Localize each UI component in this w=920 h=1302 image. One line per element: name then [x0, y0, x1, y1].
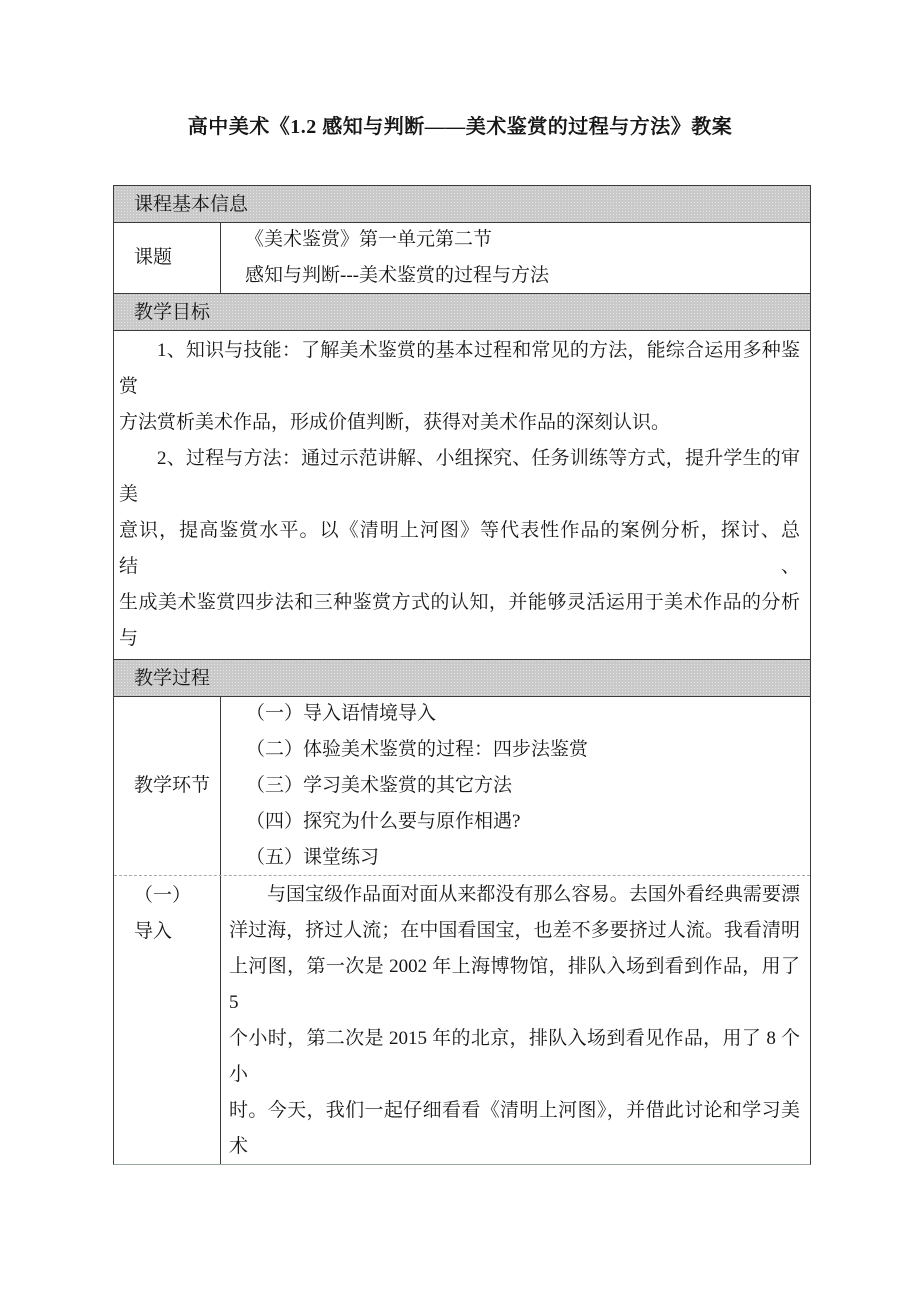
teaching-steps-label: 教学环节: [134, 775, 211, 796]
intro-label-cell: [114, 876, 221, 1164]
section-header-goals-label: 教学目标: [134, 301, 211, 323]
section-header-course-info-label: 课程基本信息: [134, 193, 249, 215]
text-line: 个小时，第二次是 2015 年的北京，排队入场到看见作品，用了 8 个小: [229, 1028, 800, 1085]
intro-content-cell: [221, 876, 810, 1164]
row-teaching-steps: [114, 697, 810, 876]
row-goals-body: [114, 331, 810, 660]
teaching-step-item: （一）导入语情境导入: [246, 703, 437, 724]
section-header-process-label: 教学过程: [134, 667, 211, 689]
text-line: 生成美术鉴赏四步法和三种鉴赏方式的认知，并能够灵活运用于美术作品的分析与: [119, 592, 800, 649]
text-line: 意识，提高鉴赏水平。以《清明上河图》等代表性作品的案例分析，探讨、总结、: [119, 520, 800, 577]
section-header-course-info: [114, 186, 810, 223]
text-line: 2、过程与方法：通过示范讲解、小组探究、任务训练等方式，提升学生的审美: [119, 448, 800, 505]
teaching-step-item: （二）体验美术鉴赏的过程：四步法鉴赏: [246, 739, 589, 760]
row-topic: [114, 223, 810, 294]
teaching-step-item: （五）课堂练习: [246, 847, 380, 868]
topic-content-cell: [221, 223, 810, 293]
topic-label-cell: [114, 223, 221, 293]
intro-label-line: 导入: [134, 921, 173, 942]
topic-label: 课题: [134, 247, 173, 268]
lesson-plan-table: [113, 185, 811, 1165]
text-line: 1、知识与技能：了解美术鉴赏的基本过程和常见的方法，能综合运用多种鉴赏: [119, 340, 800, 397]
text-line: 时。今天，我们一起仔细看看《清明上河图》，并借此讨论和学习美术: [229, 1100, 800, 1157]
goals-content-cell: [114, 331, 810, 659]
row-intro-section: [114, 876, 810, 1164]
page-title: 高中美术《1.2 感知与判断——美术鉴赏的过程与方法》教案: [187, 116, 733, 138]
section-header-process: [114, 660, 810, 697]
intro-label-line: （一）: [134, 885, 192, 906]
text-line: 方法赏析美术作品，形成价值判断，获得对美术作品的深刻认识。: [119, 412, 671, 433]
topic-line: 感知与判断---美术鉴赏的过程与方法: [245, 265, 549, 286]
text-line: 洋过海，挤过人流；在中国看国宝，也差不多要挤过人流。我看清明: [229, 920, 800, 941]
teaching-steps-label-cell: [114, 697, 221, 875]
topic-line: 《美术鉴赏》第一单元第二节: [245, 229, 493, 250]
teaching-step-item: （四）探究为什么要与原作相遇?: [246, 811, 521, 832]
text-line: 与国宝级作品面对面从来都没有那么容易。去国外看经典需要漂: [267, 884, 800, 905]
teaching-step-item: （三）学习美术鉴赏的其它方法: [246, 775, 513, 796]
text-line: 上河图，第一次是 2002 年上海博物馆，排队入场到看到作品，用了 5: [229, 956, 800, 1013]
teaching-steps-list-cell: [221, 697, 810, 875]
section-header-goals: [114, 294, 810, 331]
paragraph: [229, 877, 800, 1164]
paragraph: [119, 441, 800, 660]
paragraph: [119, 333, 800, 441]
